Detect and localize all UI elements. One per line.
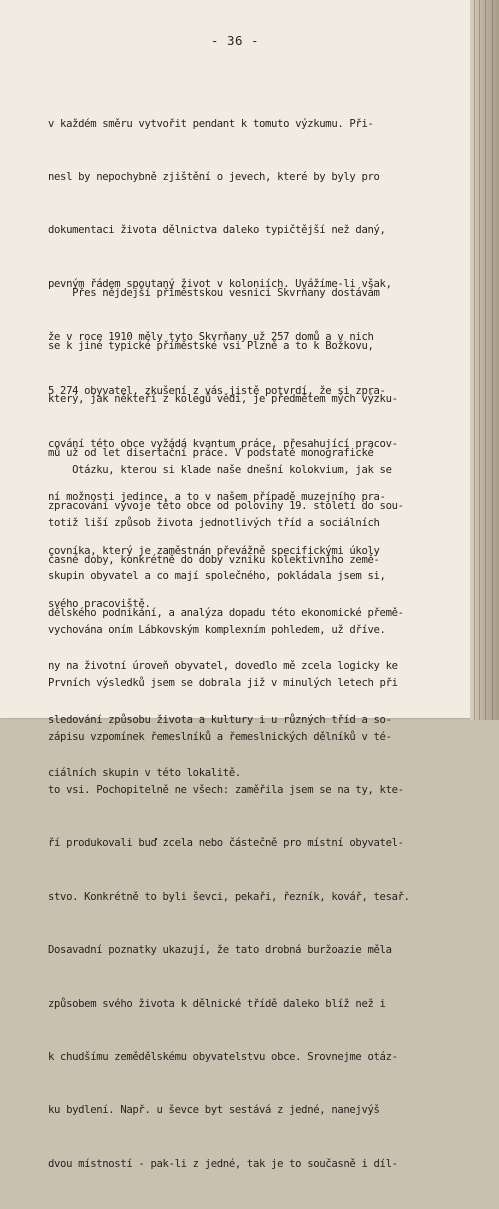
text-line: v každém směru vytvořit pendant k tomuto výzkumu. Při- xyxy=(48,117,374,130)
text-line: Otázku, kterou si klade naše dnešní kolokvium, jak se xyxy=(48,463,392,476)
text-line: Přes nějdejší příměstskou vesnici Skvrňany dostávám xyxy=(48,286,380,299)
text-line: totiž liší způsob života jednotlivých tříd a sociálních xyxy=(48,516,380,529)
page-edge-line xyxy=(474,0,475,720)
text-line: Dosavadní poznatky ukazují, že tato drobná buržoazie měla xyxy=(48,944,392,957)
text-line: ní možnosti jedince, a to v našem případě muzejního pra- xyxy=(48,491,386,504)
text-line: skupin obyvatel a co mají společného, pokládala jsem si, xyxy=(48,570,386,583)
text-line: časné doby, konkrétně do doby vzniku kolektivního země- xyxy=(48,553,380,566)
text-line: se k jiné typické příměstské vsi Plzně a to k Božkovu, xyxy=(48,339,374,352)
text-line: nesl by nepochybně zjištění o jevech, které by byly pro xyxy=(48,170,380,183)
text-line: k chudšímu zemědělskému obyvatelstvu obce. Srovnejme otáz- xyxy=(48,1050,398,1063)
text-line: zápisu vzpomínek řemeslníků a řemeslnických dělníků v té- xyxy=(48,730,392,743)
text-line: vychována oním Lábkovským komplexním pohledem, už dříve. xyxy=(48,623,386,636)
page-edge-line xyxy=(479,0,480,720)
text-line: sledování způsobu života a kultury i u různých tříd a so- xyxy=(48,713,392,726)
text-line: stvo. Konkrétně to byli ševci, pekaři, řezník, kovář, tesař. xyxy=(48,890,410,903)
text-line: mů už od let disertační práce. V podstatě monografické xyxy=(48,446,374,459)
text-line: 5 274 obyvatel, zkušení z vás jistě potvrdí, že si zpra- xyxy=(48,384,386,397)
page-number: - 36 - xyxy=(210,33,260,48)
page-edge-line xyxy=(485,0,486,720)
text-line: zpracování vývoje této obce od poloviny 19. století do sou- xyxy=(48,500,404,513)
paragraph-3 xyxy=(48,426,468,1209)
text-line: svého pracoviště. xyxy=(48,598,151,611)
text-line: způsobem svého života k dělnické třídě daleko blíž než i xyxy=(48,997,386,1010)
text-line: Prvních výsledků jsem se dobrala již v minulých letech při xyxy=(48,677,398,690)
page-edge-line xyxy=(492,0,493,720)
text-line: ku bydlení. Např. u ševce byt sestává z jedné, nanejvýš xyxy=(48,1104,380,1117)
text-line: dělského podnikání, a analýza dopadu této ekonomické přemě- xyxy=(48,606,404,619)
text-line: dokumentaci života dělnictva daleko typičtější než daný, xyxy=(48,224,386,237)
text-line: který, jak někteří z kolegů vědí, je předmětem mých výzku- xyxy=(48,393,398,406)
page-stack-edge xyxy=(470,0,499,720)
text-line: cování této obce vyžádá kvantum práce, přesahující pracov- xyxy=(48,437,398,450)
text-line: dvou místností - pak-li z jedné, tak je to současně i díl- xyxy=(48,1157,398,1170)
text-line: to vsi. Pochopitelně ne všech: zaměřila jsem se na ty, kte- xyxy=(48,783,404,796)
text-line: ří produkovali buď zcela nebo částečně pro místní obyvatel- xyxy=(48,837,404,850)
text-line: ciálních skupin v této lokalitě. xyxy=(48,767,241,780)
text-line: covníka, který je zaměstnán převážně specifickými úkoly xyxy=(48,544,380,557)
text-line: pevným řádem spoutaný život v koloniích. Uvážíme-li však, xyxy=(48,277,392,290)
text-line: ny na životní úroveň obyvatel, dovedlo mě zcela logicky ke xyxy=(48,660,398,673)
text-line: že v roce 1910 měly tyto Skvrňany už 257 domů a v nich xyxy=(48,331,374,344)
